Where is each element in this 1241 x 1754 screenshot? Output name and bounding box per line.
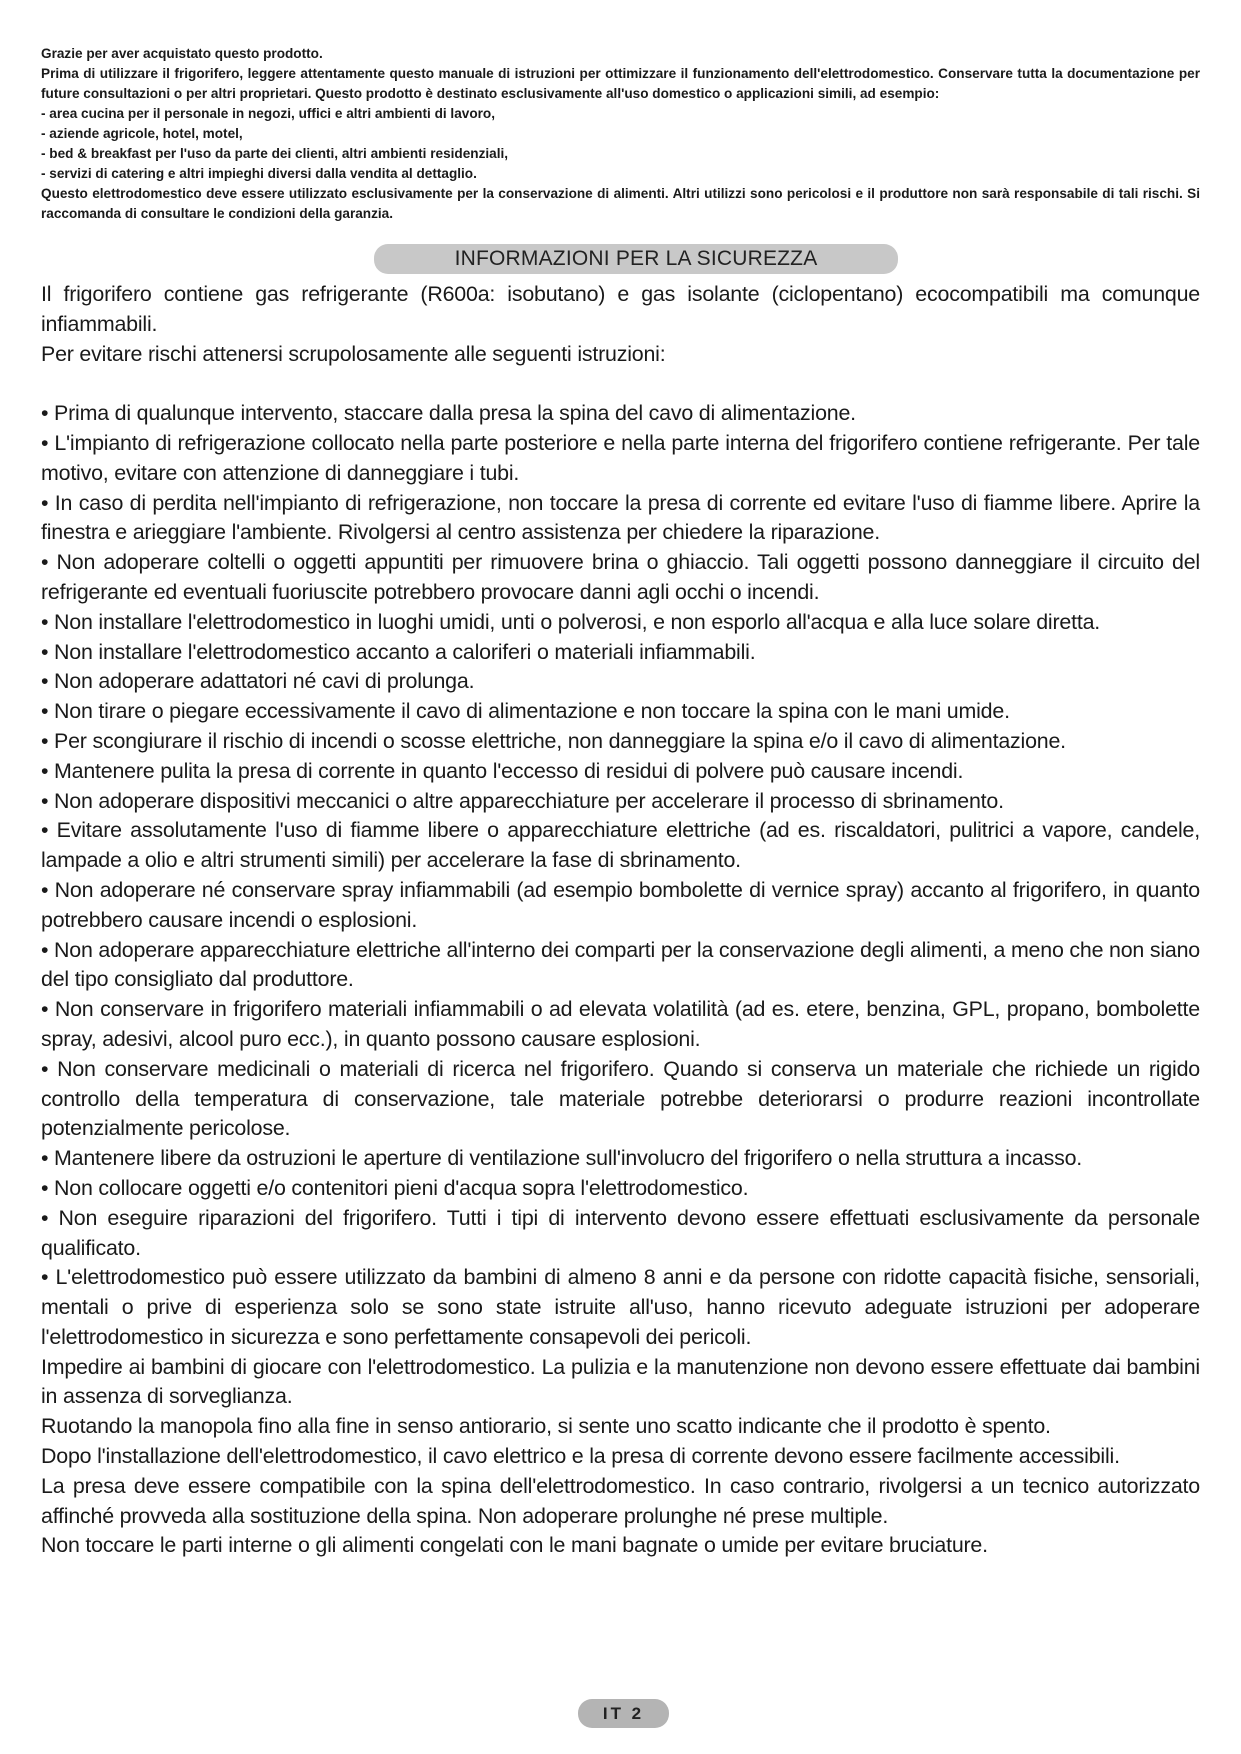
intro-line: - bed & breakfast per l'uso da parte dei clienti, altri ambienti residenziali, [41, 146, 509, 161]
bullet-item: • Non eseguire riparazioni del frigorifero. Tutti i tipi di intervento devono essere effettuati esclusivamente da personale qualificato. [41, 1205, 1200, 1260]
bullet-item: • Prima di qualunque intervento, staccare dalla presa la spina del cavo di alimentazione. [41, 401, 856, 426]
intro-line: - aziende agricole, hotel, motel, [41, 126, 243, 141]
intro-line: - servizi di catering e altri impieghi diversi dalla vendita al dettaglio. [41, 166, 477, 181]
page-number-badge: IT 2 [578, 1699, 669, 1728]
bullet-item: • Non conservare in frigorifero materiali infiammabili o ad elevata volatilità (ad es. etere, benzina, GPL, propano, bombolette spray, adesivi, alcool puro ecc.), in quanto possono causare esplosioni. [41, 997, 1200, 1051]
bullet-item: • Non tirare o piegare eccessivamente il cavo di alimentazione e non toccare la spina con le mani umide. [41, 699, 1010, 724]
intro-line: - area cucina per il personale in negozi, uffici e altri ambienti di lavoro, [41, 106, 495, 121]
bullet-item: • Non installare l'elettrodomestico in luoghi umidi, unti o polverosi, e non esporlo all'acqua e alla luce solare diretta. [41, 609, 1101, 634]
closing-paragraph: Dopo l'installazione dell'elettrodomestico, il cavo elettrico e la presa di corrente devono essere facilmente accessibili. [41, 1444, 1120, 1469]
bullet-item: • Non adoperare coltelli o oggetti appuntiti per rimuovere brina o ghiaccio. Tali oggetti possono danneggiare il circuito del refrigerante ed eventuali fuoriuscite potrebbero provocare danni agli occhi o incendi. [41, 550, 1200, 604]
bullet-item: • In caso di perdita nell'impianto di refrigerazione, non toccare la presa di corrente ed evitare l'uso di fiamme libere. Aprire la finestra e arieggiare l'ambiente. Rivolgersi al centro assistenza per chiedere la riparazione. [41, 490, 1200, 545]
safety-body [41, 280, 1200, 1561]
closing-paragraph: Impedire ai bambini di giocare con l'elettrodomestico. La pulizia e la manutenzione non devono essere effettuate dai bambini in assenza di sorveglianza. [41, 1354, 1200, 1409]
bullet-item: • Non adoperare dispositivi meccanici o altre apparecchiature per accelerare il processo di sbrinamento. [41, 788, 1004, 813]
bullet-item: • Non adoperare adattatori né cavi di prolunga. [41, 669, 475, 694]
intro-line: Questo elettrodomestico deve essere utilizzato esclusivamente per la conservazione di alimenti. Altri utilizzi sono pericolosi e il produttore non sarà responsabile di tali rischi. Si raccomanda di consultare le condizioni della garanzia. [41, 186, 1200, 221]
section-header [41, 244, 1200, 274]
bullet-item: • Non adoperare né conservare spray infiammabili (ad esempio bombolette di vernice spray) accanto al frigorifero, in quanto potrebbero causare incendi o esplosioni. [41, 877, 1200, 932]
closing-paragraph: Ruotando la manopola fino alla fine in senso antiorario, si sente uno scatto indicante che il prodotto è spento. [41, 1414, 1051, 1439]
bullet-item: • Non collocare oggetti e/o contenitori pieni d'acqua sopra l'elettrodomestico. [41, 1175, 749, 1200]
spacer [41, 369, 1200, 399]
section-title: INFORMAZIONI PER LA SICUREZZA [374, 244, 898, 274]
lead-paragraph: Per evitare rischi attenersi scrupolosamente alle seguenti istruzioni: [41, 341, 666, 366]
closing-paragraph: La presa deve essere compatibile con la spina dell'elettrodomestico. In caso contrario, rivolgersi a un tecnico autorizzato affinché provveda alla sostituzione della spina. Non adoperare prolunghe né prese multiple. [41, 1473, 1200, 1528]
bullet-item: • Non adoperare apparecchiature elettriche all'interno dei comparti per la conservazione degli alimenti, a meno che non siano del tipo consigliato dal produttore. [41, 937, 1200, 992]
intro-line: Grazie per aver acquistato questo prodotto. [41, 46, 323, 61]
intro-block [41, 44, 1200, 224]
bullet-item: • L'elettrodomestico può essere utilizzato da bambini di almeno 8 anni e da persone con ridotte capacità fisiche, sensoriali, mentali o prive di esperienza solo se sono state istruite all'uso, hanno ricevuto adeguate istruzioni per adoperare l'elettrodomestico in sicurezza e sono perfettamente consapevoli dei pericoli. [41, 1265, 1200, 1349]
bullet-item: • L'impianto di refrigerazione collocato nella parte posteriore e nella parte interna del frigorifero contiene refrigerante. Per tale motivo, evitare con attenzione di danneggiare i tubi. [41, 430, 1200, 485]
intro-line: Prima di utilizzare il frigorifero, leggere attentamente questo manuale di istruzioni per ottimizzare il funzionamento dell'elettrodomestico. Conservare tutta la documentazione per future consultazioni o per altri proprietari. Questo prodotto è destinato esclusivamente all'uso domestico o applicazioni simili, ad esempio: [41, 66, 1200, 101]
bullet-item: • Non installare l'elettrodomestico accanto a caloriferi o materiali infiammabili. [41, 639, 756, 664]
bullet-item: • Per scongiurare il rischio di incendi o scosse elettriche, non danneggiare la spina e/o il cavo di alimentazione. [41, 728, 1066, 753]
bullet-item: • Mantenere pulita la presa di corrente in quanto l'eccesso di residui di polvere può causare incendi. [41, 758, 964, 783]
bullet-item: • Non conservare medicinali o materiali di ricerca nel frigorifero. Quando si conserva un materiale che richiede un rigido controllo della temperatura di conservazione, tale materiale potrebbe deteriorarsi o produrre reazioni incontrollate potenzialmente pericolose. [41, 1056, 1200, 1141]
manual-page [41, 44, 1200, 1561]
bullet-item: • Mantenere libere da ostruzioni le aperture di ventilazione sull'involucro del frigorifero o nella struttura a incasso. [41, 1146, 1083, 1171]
lead-paragraph: Il frigorifero contiene gas refrigerante (R600a: isobutano) e gas isolante (ciclopentano) ecocompatibili ma comunque infiammabili. [41, 282, 1200, 336]
closing-paragraph: Non toccare le parti interne o gli alimenti congelati con le mani bagnate o umide per evitare bruciature. [41, 1533, 988, 1558]
bullet-item: • Evitare assolutamente l'uso di fiamme libere o apparecchiature elettriche (ad es. riscaldatori, pulitrici a vapore, candele, lampade a olio e altri strumenti simili) per accelerare la fase di sbrinamento. [41, 818, 1200, 873]
